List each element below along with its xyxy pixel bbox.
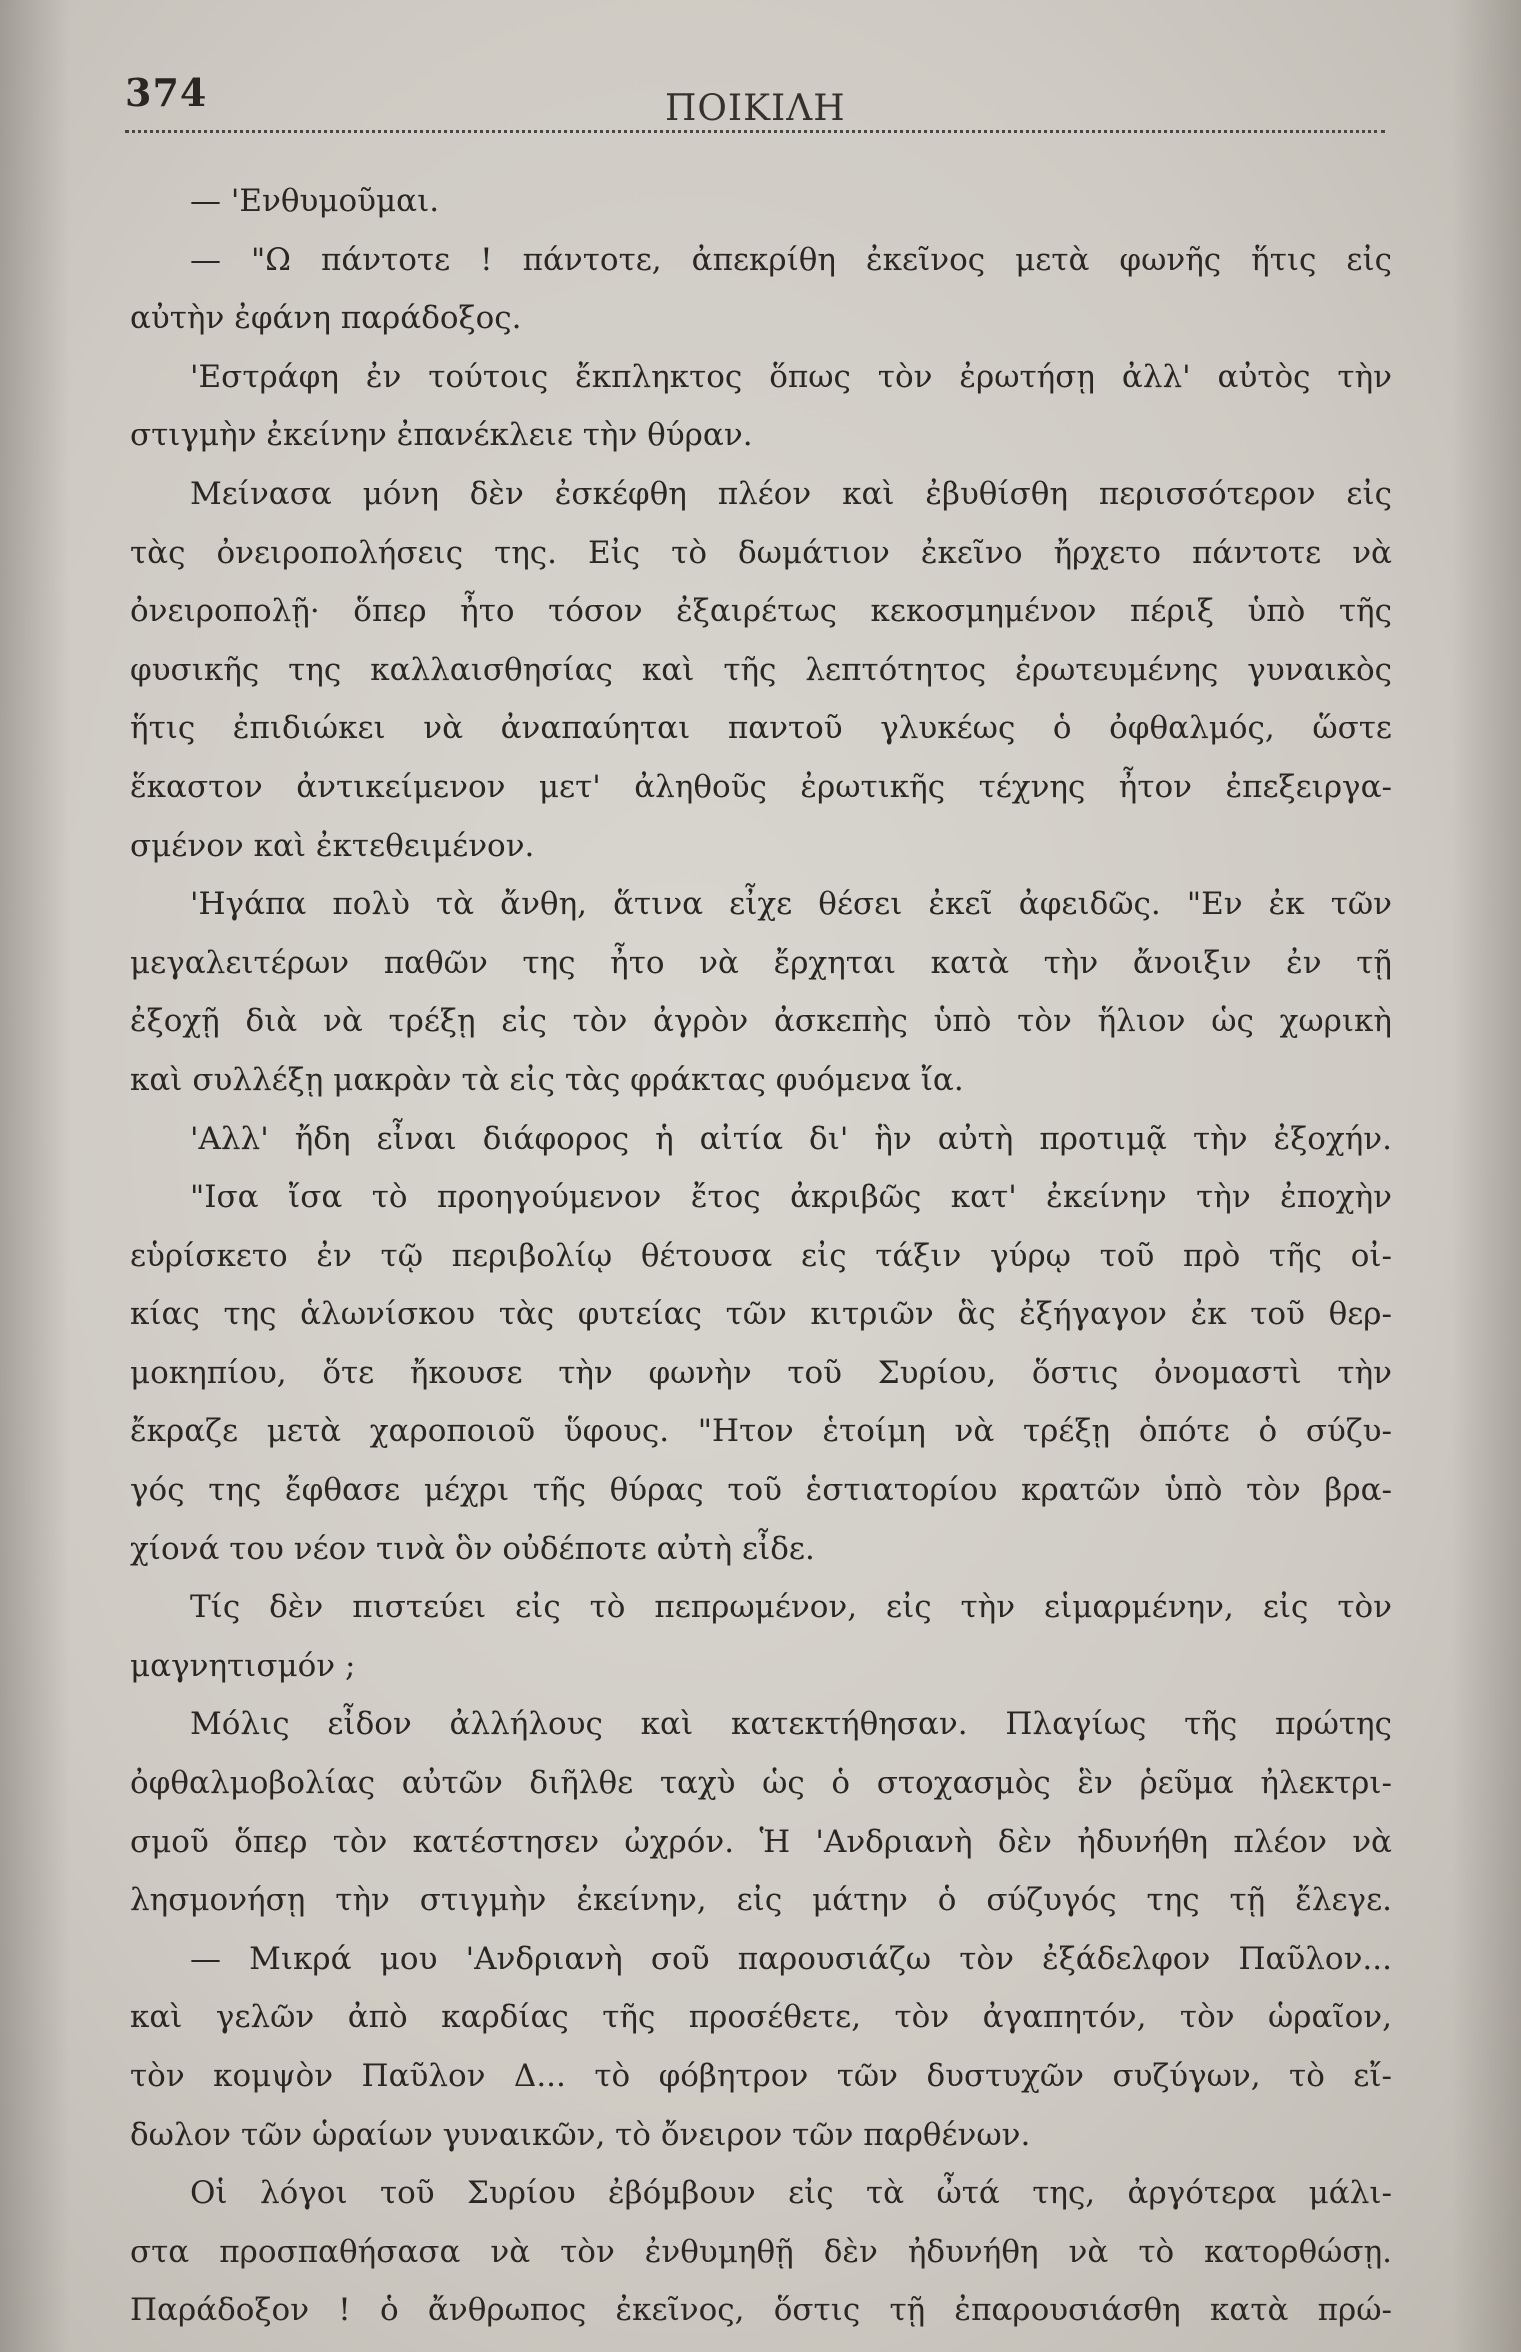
- body-text: [130, 172, 1392, 2340]
- text-line: δωλον τῶν ὡραίων γυναικῶν, τὸ ὄνειρον τῶν παρθένων.: [130, 2116, 1031, 2153]
- text-line: τὰς ὀνειροπολήσεις της. Εἰς τὸ δωμάτιον ἐκεῖνο ἤρχετο πάντοτε νὰ: [130, 534, 1392, 571]
- page-edge-shadow-right: [1451, 0, 1521, 2352]
- text-line: "Ισα ἴσα τὸ προηγούμενον ἔτος ἀκριβῶς κατ' ἐκείνην τὴν ἐποχὴν: [190, 1179, 1392, 1216]
- text-line: 'Ηγάπα πολὺ τὰ ἄνθη, ἅτινα εἶχε θέσει ἐκεῖ ἀφειδῶς. "Εν ἐκ τῶν: [190, 886, 1392, 923]
- text-line: φυσικῆς της καλλαισθησίας καὶ τῆς λεπτότητος ἐρωτευμένης γυναικὸς: [130, 651, 1392, 688]
- text-line: Τίς δὲν πιστεύει εἰς τὸ πεπρωμένον, εἰς τὴν εἱμαρμένην, εἰς τὸν: [190, 1589, 1392, 1626]
- text-line: μεγαλειτέρων παθῶν της ἦτο νὰ ἔρχηται κατὰ τὴν ἄνοιξιν ἐν τῇ: [130, 944, 1392, 981]
- text-line: λησμονήσῃ τὴν στιγμὴν ἐκείνην, εἰς μάτην ὁ σύζυγός της τῇ ἔλεγε.: [130, 1882, 1392, 1919]
- text-line: ὀνειροπολῇ· ὅπερ ἦτο τόσον ἐξαιρέτως κεκοσμημένον πέριξ ὑπὸ τῆς: [130, 593, 1392, 630]
- text-line: ἥτις ἐπιδιώκει νὰ ἀναπαύηται παντοῦ γλυκέως ὁ ὀφθαλμός, ὥστε: [130, 710, 1392, 747]
- text-line: ἐξοχῇ διὰ νὰ τρέξῃ εἰς τὸν ἀγρὸν ἀσκεπὴς ὑπὸ τὸν ἥλιον ὡς χωρικὴ: [130, 1003, 1392, 1040]
- text-line: Οἱ λόγοι τοῦ Συρίου ἐβόμβουν εἰς τὰ ὦτά της, ἀργότερα μάλι-: [190, 2175, 1392, 2212]
- text-line: Μόλις εἶδον ἀλλήλους καὶ κατεκτήθησαν. Πλαγίως τῆς πρώτης: [190, 1706, 1392, 1743]
- text-line: τὸν κομψὸν Παῦλον Δ... τὸ φόβητρον τῶν δυστυχῶν συζύγων, τὸ εἴ-: [130, 2058, 1392, 2094]
- text-line: — "Ω πάντοτε ! πάντοτε, ἀπεκρίθη ἐκεῖνος μετὰ φωνῆς ἥτις εἰς: [190, 241, 1392, 278]
- text-line: ὀφθαλμοβολίας αὐτῶν διῆλθε ταχὺ ὡς ὁ στοχασμὸς ἓν ῥεῦμα ἠλεκτρι-: [130, 1765, 1392, 1802]
- running-title: ΠΟΙΚΙΛΗ: [665, 88, 846, 129]
- text-line: ἔκραζε μετὰ χαροποιοῦ ὕφους. "Ητον ἑτοίμη νὰ τρέξῃ ὁπότε ὁ σύζυ-: [130, 1413, 1392, 1450]
- text-line: στιγμὴν ἐκείνην ἐπανέκλειε τὴν θύραν.: [130, 417, 753, 454]
- text-line: μαγνητισμόν ;: [130, 1647, 356, 1684]
- text-line: αὐτὴν ἐφάνη παράδοξος.: [130, 300, 522, 337]
- text-line: στα προσπαθήσασα νὰ τὸν ἐνθυμηθῇ δὲν ἠδυνήθη νὰ τὸ κατορθώσῃ.: [130, 2233, 1392, 2270]
- text-line: — 'Ενθυμοῦμαι.: [190, 183, 440, 219]
- text-line: κίας της ἁλωνίσκου τὰς φυτείας τῶν κιτριῶν ἃς ἐξήγαγον ἐκ τοῦ θερ-: [130, 1296, 1392, 1333]
- page-edge-shadow-left: [0, 0, 70, 2352]
- text-line: 'Εστράφη ἐν τούτοις ἔκπληκτος ὅπως τὸν ἐρωτήσῃ ἀλλ' αὐτὸς τὴν: [190, 358, 1392, 395]
- text-line: σμένον καὶ ἐκτεθειμένον.: [130, 827, 535, 864]
- text-line: χίονά του νέον τινὰ ὃν οὐδέποτε αὐτὴ εἶδε.: [130, 1530, 815, 1567]
- text-line: — Μικρά μου 'Ανδριανὴ σοῦ παρουσιάζω τὸν ἐξάδελφον Παῦλον...: [190, 1940, 1392, 1977]
- text-line: μοκηπίου, ὅτε ἤκουσε τὴν φωνὴν τοῦ Συρίου, ὅστις ὀνομαστὶ τὴν: [130, 1354, 1392, 1391]
- text-line: γός της ἔφθασε μέχρι τῆς θύρας τοῦ ἑστιατορίου κρατῶν ὑπὸ τὸν βρα-: [130, 1472, 1392, 1509]
- text-line: σμοῦ ὅπερ τὸν κατέστησεν ὠχρόν. Ἡ 'Ανδριανὴ δὲν ἠδυνήθη πλέον νὰ: [130, 1823, 1392, 1860]
- page-number: 374: [125, 70, 208, 115]
- text-line: καὶ συλλέξῃ μακρὰν τὰ εἰς τὰς φράκτας φυόμενα ἴα.: [130, 1061, 964, 1098]
- text-line: καὶ γελῶν ἀπὸ καρδίας τῆς προσέθετε, τὸν ἀγαπητόν, τὸν ὡραῖον,: [130, 1999, 1392, 2036]
- text-line: 'Αλλ' ἤδη εἶναι διάφορος ἡ αἰτία δι' ἣν αὐτὴ προτιμᾷ τὴν ἐξοχήν.: [190, 1120, 1392, 1157]
- text-line: εὑρίσκετο ἐν τῷ περιβολίῳ θέτουσα εἰς τάξιν γύρῳ τοῦ πρὸ τῆς οἰ-: [130, 1237, 1392, 1274]
- text-line: ἕκαστον ἀντικείμενον μετ' ἀληθοῦς ἐρωτικῆς τέχνης ἦτον ἐπεξειργα-: [130, 768, 1392, 805]
- header-rule: [125, 130, 1385, 133]
- text-line: Μείνασα μόνη δὲν ἐσκέφθη πλέον καὶ ἐβυθίσθη περισσότερον εἰς: [190, 475, 1392, 512]
- text-line: Παράδοξον ! ὁ ἄνθρωπος ἐκεῖνος, ὅστις τῇ ἐπαρουσιάσθη κατὰ πρώ-: [130, 2292, 1392, 2329]
